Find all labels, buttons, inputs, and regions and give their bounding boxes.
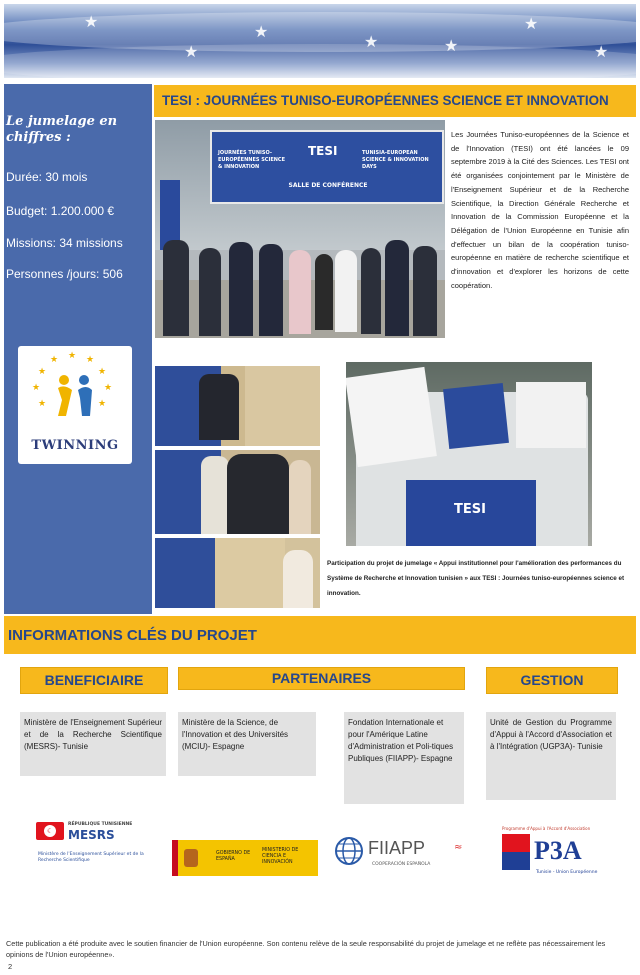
svg-text:★: ★ [32, 383, 41, 393]
star-icon: ★ [594, 42, 609, 61]
stat-duration: Durée: 30 mois [6, 170, 88, 184]
spain-coat-of-arms-icon [184, 849, 198, 867]
star-icon: ★ [254, 22, 269, 41]
svg-text:★: ★ [104, 383, 113, 393]
spain-ministry-logo: GOBIERNO DE ESPAÑA MINISTERIO DE CIENCIA E INNOVACIÓN [172, 840, 318, 876]
eu-banner [4, 4, 636, 78]
tunisia-flag-icon [502, 834, 530, 852]
svg-text:★: ★ [68, 351, 77, 361]
key-info-title: INFORMATIONS CLÉS DU PROJET [8, 627, 257, 644]
booth-photo-1 [155, 366, 320, 446]
article-title-bar [154, 85, 636, 117]
beneficiaire-box: Ministère de l'Enseignement Supérieur et de la Recherche Scientifique (MESRS)- Tunisie [20, 712, 166, 776]
svg-text:★: ★ [98, 367, 107, 377]
star-icon: ★ [184, 42, 199, 61]
svg-text:★: ★ [38, 367, 47, 377]
eu-flag-icon [502, 852, 530, 870]
star-icon: ★ [364, 32, 379, 51]
partner-fiiapp-box: Fondation Internationale et pour l'Amérique Latine d'Administration et Poli-tiques Publiques (FIIAPP)- Espagne [344, 712, 464, 804]
partner-mciu-box: Ministère de la Science, de l'Innovation et des Universités (MCIU)- Espagne [178, 712, 316, 776]
twinning-figures-icon [18, 346, 132, 436]
tesi-stand-photo [346, 362, 592, 546]
svg-text:★: ★ [98, 399, 107, 409]
mesrs-logo: ☾ RÉPUBLIQUE TUNISIENNE MESRS Ministère de l'Enseignement Supérieur et de la Recherche Scientifique [38, 822, 144, 863]
svg-text:★: ★ [50, 355, 59, 365]
booth-photo-2 [155, 450, 320, 534]
photo-caption: Participation du projet de jumelage « Appui institutionnel pour l'amélioration des performances du Système de Recherche et Innovation tunisien » aux TESI : Journées tuniso-européennes science et innovation. [327, 560, 625, 597]
sidebar-heading: Le jumelage en chiffres : [6, 114, 118, 145]
stat-missions: Missions: 34 missions [6, 236, 123, 250]
cooperacion-icon: ≈ [454, 842, 463, 853]
intro-paragraph: Les Journées Tuniso-européennes de la Science et de l'Innovation (TESI) ont été lancées le 09 septembre 2019 à la Cité des Sciences. Les TESI ont été organisées conjointement par le Ministère de l'Enseignement Supérieur et de la Recherche Scientifique, la Direction Générale Recherche et Innovation de la Commission Européenne et la Délégation de l'Union Européenne en Tunisie afin d'effectuer un bilan de la coopération tuniso-européenne en matière de recherche scientifique et d'innovation et d'explorer les horizons de cette coopération. [451, 130, 629, 290]
event-sign: JOURNÉES TUNISO-EUROPÉENNES SCIENCE & INNOVATION TESI TUNISIA-EUROPEAN SCIENCE & INNOVATION DAYS SALLE DE CONFÉRENCE [210, 130, 444, 204]
gestion-header: GESTION [486, 667, 618, 694]
article-title: TESI : JOURNÉES TUNISO-EUROPÉENNES SCIENCE ET INNOVATION [162, 93, 609, 108]
group-photo [155, 120, 445, 338]
globe-icon [334, 836, 364, 866]
svg-text:★: ★ [86, 355, 95, 365]
p3a-logo: Programme d'Appui à l'Accord d'Association P3A Tunisie - Union Européenne [502, 826, 598, 875]
beneficiaire-header: BENEFICIAIRE [20, 667, 168, 694]
fiiapp-logo: FIIAPP COOPERACIÓN ESPAÑOLA ≈ [334, 834, 474, 874]
key-info-bar [4, 616, 636, 654]
stat-budget: Budget: 1.200.000 € [6, 204, 115, 218]
gestion-box: Unité de Gestion du Programme d'Appui à l'Accord d'Association et à l'Intégration (UGP3A)- Tunisie [486, 712, 616, 800]
partenaires-header: PARTENAIRES [178, 667, 465, 690]
booth-photo-3 [155, 538, 320, 608]
tunisia-flag-icon: ☾ [36, 822, 64, 840]
page-number: 2 [8, 962, 13, 971]
stand-front-panel: TESI [406, 480, 536, 546]
stat-persons-days: Personnes /jours: 506 [6, 267, 123, 281]
twinning-logo-text: TWINNING [31, 438, 119, 453]
svg-text:★: ★ [38, 399, 47, 409]
star-icon: ★ [444, 36, 459, 55]
star-icon: ★ [524, 14, 539, 33]
footer-disclaimer: Cette publication a été produite avec le soutien financier de l'Union européenne. Son contenu relève de la seule responsabilité du projet de jumelage et ne reflète pas nécessairement les opinions de l'Union européenne». [6, 939, 606, 959]
star-icon: ★ [84, 12, 99, 31]
